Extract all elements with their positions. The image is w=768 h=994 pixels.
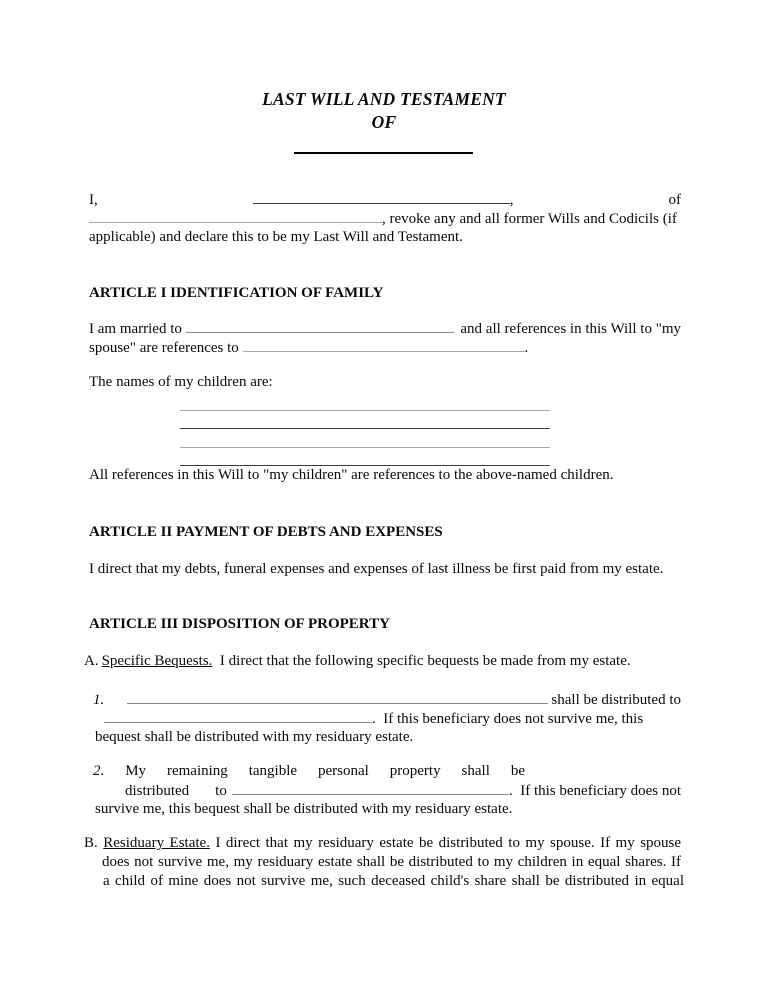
child-name-line-4 <box>180 451 550 466</box>
bequest-beneficiary-blank-line <box>104 709 372 723</box>
item-2-word: remaining <box>166 763 228 779</box>
article3-heading: ARTICLE III DISPOSITION OF PROPERTY <box>89 616 390 632</box>
bequest-description-blank-line <box>127 690 548 704</box>
spouse-name-repeat-blank-line <box>243 338 525 352</box>
child-name-line-3 <box>180 433 550 448</box>
article2-body: I direct that my debts, funeral expenses and expenses of last illness be first paid from my estate. <box>89 561 664 577</box>
item-b-l1-text: I direct that my residuary estate be distributed to my spouse. If my spouse <box>215 835 682 851</box>
child-name-line-2 <box>180 414 550 429</box>
item-2-marker: 2. <box>93 763 105 779</box>
document-title-line1: LAST WILL AND TESTAMENT <box>262 89 506 109</box>
item-1-line-3: bequest shall be distributed with my residuary estate. <box>95 729 414 745</box>
item-2-word: be <box>510 763 525 779</box>
item-b-line-1 <box>84 834 681 853</box>
testator-title-name-blank-line <box>294 152 473 154</box>
item-1-marker: 1. <box>93 692 105 708</box>
item-1-line-1 <box>93 690 681 710</box>
intro-l1-end: of <box>668 192 681 208</box>
item-b-line-3: a child of mine does not survive me, such deceased child's share shall be distributed in equal <box>103 873 684 889</box>
tangible-beneficiary-blank-line <box>232 781 509 795</box>
testator-name-field <box>253 190 514 210</box>
item-2-l2-end: . If this beneficiary does not <box>508 783 681 799</box>
item-1-line-2 <box>104 709 643 729</box>
item-2-word: personal <box>318 763 369 779</box>
item-1-l2-end: . If this beneficiary does not survive me, this <box>372 711 644 727</box>
item-b-label: Residuary Estate. <box>103 835 210 851</box>
intro-line-3: applicable) and declare this to be my Last Will and Testament. <box>89 229 463 245</box>
item-2-line-2 <box>125 781 681 801</box>
item-a-label: Specific Bequests. <box>101 653 213 669</box>
item-a-marker: A. <box>84 653 99 669</box>
item-a-text: I direct that the following specific bequests be made from my estate. <box>212 653 631 669</box>
article1-heading: ARTICLE I IDENTIFICATION OF FAMILY <box>89 285 384 301</box>
testator-name-blank-line <box>253 190 510 204</box>
intro-line-2 <box>89 209 677 229</box>
married-l1-end: and all references in this Will to "my <box>460 321 681 337</box>
article2-heading: ARTICLE II PAYMENT OF DEBTS AND EXPENSES <box>89 524 443 540</box>
item-2-line-3: survive me, this bequest shall be distributed with my residuary estate. <box>95 801 513 817</box>
item-2-word: shall <box>461 763 490 779</box>
intro-l1-comma: , <box>509 192 514 208</box>
item-a-line <box>84 652 631 671</box>
item-b-marker: B. <box>84 835 98 851</box>
document-title <box>0 88 768 134</box>
intro-line-1 <box>89 190 681 210</box>
item-b-line-2: does not survive me, my residuary estate shall be distributed to my children in equal shares. If <box>102 854 681 870</box>
children-note: All references in this Will to "my children" are references to the above-named children. <box>89 467 614 483</box>
document-title-line2: OF <box>371 112 397 132</box>
spouse-name-blank-line <box>186 319 455 333</box>
item-2-word: property <box>389 763 441 779</box>
married-line-2 <box>89 338 528 358</box>
child-name-line-1 <box>180 396 550 411</box>
item-2-l2-word1: distributed <box>125 783 190 799</box>
testator-residence-blank-line <box>89 209 382 223</box>
item-2-word: My <box>125 763 147 779</box>
married-l1-start: I am married to <box>89 321 182 337</box>
married-l2-start: spouse" are references to <box>89 340 243 356</box>
children-intro: The names of my children are: <box>89 374 273 390</box>
married-l2-end: . <box>524 340 529 356</box>
item-1-l1-end: shall be distributed to <box>547 692 681 708</box>
intro-l1-start: I, <box>89 192 98 208</box>
item-2-l2-word2: to <box>215 783 227 799</box>
item-2-line-1 <box>93 762 525 781</box>
married-line-1 <box>89 319 681 339</box>
intro-l2-text: , revoke any and all former Wills and Codicils (if <box>382 211 677 227</box>
item-2-word: tangible <box>248 763 298 779</box>
